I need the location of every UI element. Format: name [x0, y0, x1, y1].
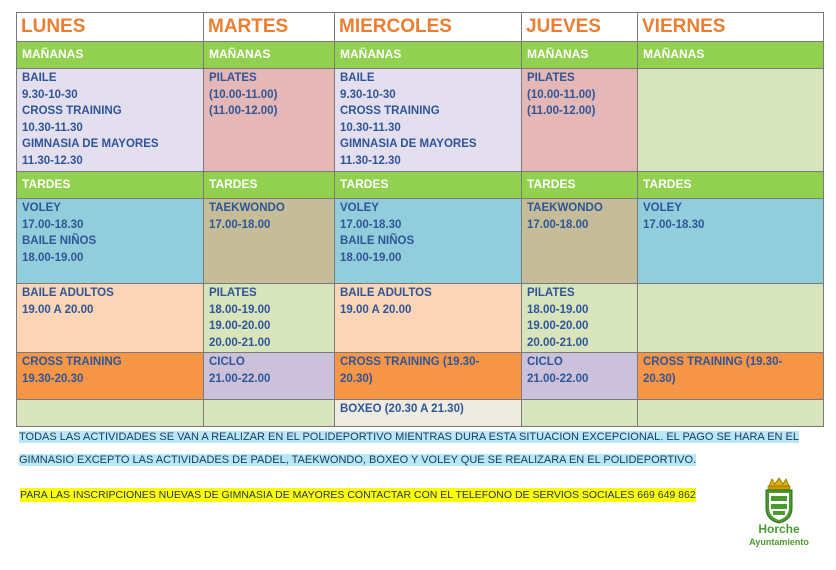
morning-label-jueves: MAÑANAS — [522, 42, 638, 69]
morning-header-row — [17, 42, 824, 69]
day-header-lunes: LUNES — [17, 13, 204, 42]
morning-label-miercoles: MAÑANAS — [335, 42, 522, 69]
day-header-martes: MARTES — [204, 13, 335, 42]
afternoon-label-viernes: TARDES — [638, 172, 824, 199]
day-header-row — [17, 13, 824, 42]
afternoon-header-row — [17, 172, 824, 199]
afternoon-label-miercoles: TARDES — [335, 172, 522, 199]
morning-cell-miercoles: BAILE 9.30-10-30 CROSS TRAINING 10.30-11.30 GIMNASIA DE MAYORES 11.30-12.30 — [335, 69, 522, 172]
afternoon-cell-jueves — [522, 400, 638, 427]
afternoon-row-2 — [17, 284, 824, 353]
schedule-table — [16, 12, 824, 427]
day-header-jueves: JUEVES — [522, 13, 638, 42]
morning-cell-martes: PILATES (10.00-11.00) (11.00-12.00) — [204, 69, 335, 172]
morning-label-lunes: MAÑANAS — [17, 42, 204, 69]
afternoon-cell-lunes: BAILE ADULTOS 19.00 A 20.00 — [17, 284, 204, 353]
afternoon-cell-martes — [204, 400, 335, 427]
afternoon-cell-lunes: VOLEY 17.00-18.30 BAILE NIÑOS 18.00-19.00 — [17, 199, 204, 284]
afternoon-row-1 — [17, 199, 824, 284]
afternoon-label-lunes: TARDES — [17, 172, 204, 199]
registration-notice: PARA LAS INSCRIPCIONES NUEVAS DE GIMNASIA DE MAYORES CONTACTAR CON EL TELEFONO DE SERVIOS SOCIALES 669 649 862 — [20, 489, 696, 501]
afternoon-cell-jueves: PILATES 18.00-19.00 19.00-20.00 20.00-21.00 — [522, 284, 638, 353]
day-header-miercoles: MIERCOLES — [335, 13, 522, 42]
afternoon-label-martes: TARDES — [204, 172, 335, 199]
morning-activities-row — [17, 69, 824, 172]
coat-of-arms-icon — [738, 476, 820, 524]
notice-text — [19, 426, 819, 472]
afternoon-cell-viernes: CROSS TRAINING (19.30- 20.30) — [638, 353, 824, 400]
morning-label-martes: MAÑANAS — [204, 42, 335, 69]
afternoon-row-4 — [17, 400, 824, 427]
afternoon-cell-lunes — [17, 400, 204, 427]
morning-cell-lunes: BAILE 9.30-10-30 CROSS TRAINING 10.30-11.30 GIMNASIA DE MAYORES 11.30-12.30 — [17, 69, 204, 172]
morning-cell-jueves: PILATES (10.00-11.00) (11.00-12.00) — [522, 69, 638, 172]
afternoon-row-3 — [17, 353, 824, 400]
logo-town-name: Horche — [758, 522, 800, 536]
morning-label-viernes: MAÑANAS — [638, 42, 824, 69]
afternoon-cell-miercoles: CROSS TRAINING (19.30- 20.30) — [335, 353, 522, 400]
logo-subtitle: Ayuntamiento — [749, 537, 809, 547]
afternoon-cell-miercoles: BAILE ADULTOS 19.00 A 20.00 — [335, 284, 522, 353]
afternoon-cell-jueves: CICLO 21.00-22.00 — [522, 353, 638, 400]
afternoon-cell-viernes — [638, 400, 824, 427]
afternoon-cell-martes: CICLO 21.00-22.00 — [204, 353, 335, 400]
morning-cell-viernes — [638, 69, 824, 172]
afternoon-cell-miercoles: VOLEY 17.00-18.30 BAILE NIÑOS 18.00-19.00 — [335, 199, 522, 284]
afternoon-cell-viernes: VOLEY 17.00-18.30 — [638, 199, 824, 284]
horche-logo — [738, 476, 820, 556]
notice-line-1: TODAS LAS ACTIVIDADES SE VAN A REALIZAR EN EL POLIDEPORTIVO MIENTRAS DURA ESTA SITUACION EXCEPCIONAL. EL PAGO SE HARA EN EL — [19, 431, 800, 443]
afternoon-cell-martes: PILATES 18.00-19.00 19.00-20.00 20.00-21.00 — [204, 284, 335, 353]
afternoon-cell-viernes — [638, 284, 824, 353]
afternoon-cell-lunes: CROSS TRAINING 19.30-20.30 — [17, 353, 204, 400]
afternoon-label-jueves: TARDES — [522, 172, 638, 199]
afternoon-cell-jueves: TAEKWONDO 17.00-18.00 — [522, 199, 638, 284]
notice-line-2: GIMNASIO EXCEPTO LAS ACTIVIDADES DE PADEL, TAEKWONDO, BOXEO Y VOLEY QUE SE REALIZARA EN EL POLIDEPORTIVO. — [19, 454, 697, 466]
day-header-viernes: VIERNES — [638, 13, 824, 42]
afternoon-cell-miercoles: BOXEO (20.30 A 21.30) — [335, 400, 522, 427]
afternoon-cell-martes: TAEKWONDO 17.00-18.00 — [204, 199, 335, 284]
